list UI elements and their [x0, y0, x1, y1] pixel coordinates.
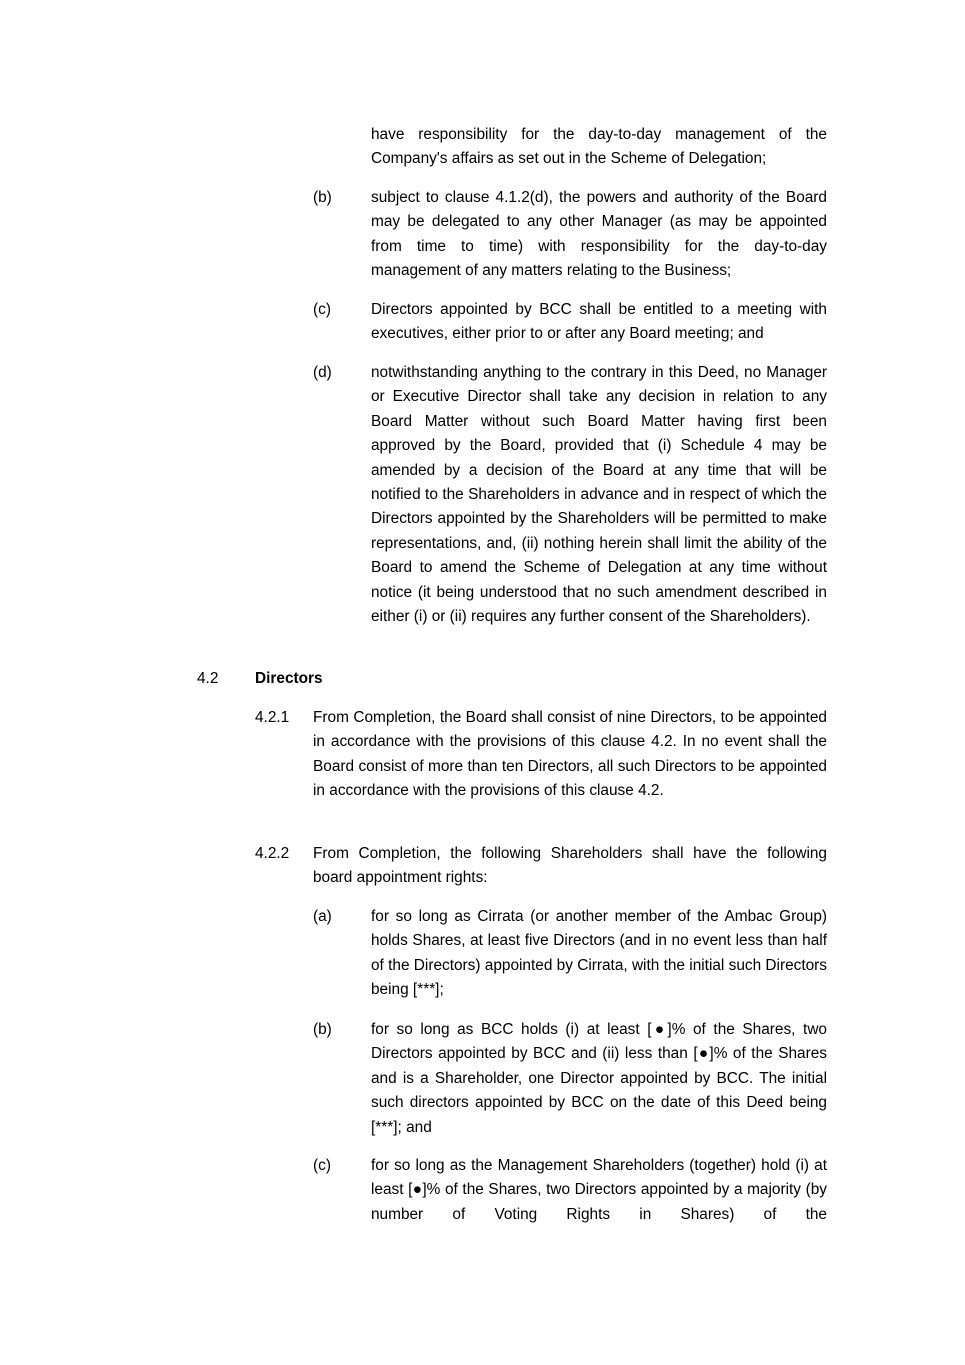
item-text-c: Directors appointed by BCC shall be entitled to a meeting with executives, either prior to or after any Board meeting; and — [371, 301, 827, 343]
sub-item-text-a: for so long as Cirrata (or another member of the Ambac Group) holds Shares, at least five Directors (and in no event less than half of the Directors) appointed by Cirrata, with the initial such Directors being [***]; — [371, 908, 827, 999]
sub-item-label-b: (b) — [313, 1021, 332, 1038]
section-number: 4.2 — [197, 670, 219, 687]
item-label-c: (c) — [313, 301, 331, 318]
continuation-paragraph: have responsibility for the day-to-day management of the Company's affairs as set out in the Scheme of Delegation; — [371, 126, 827, 168]
item-label-b: (b) — [313, 189, 332, 206]
clause-text-4-2-1: From Completion, the Board shall consist of nine Directors, to be appointed in accordance with the provisions of this clause 4.2. In no event shall the Board consist of more than ten Directors, all such Directors to be appointed in accordance with the provisions of this clause 4.2. — [313, 709, 827, 800]
clause-text-4-2-2: From Completion, the following Shareholders shall have the following board appointment rights: — [313, 845, 827, 887]
section-heading: Directors — [255, 670, 323, 687]
item-text-b: subject to clause 4.1.2(d), the powers and authority of the Board may be delegated to any other Manager (as may be appointed from time to time) with responsibility for the day-to-day management of any matters relating to the Business; — [371, 189, 827, 280]
sub-item-text-b: for so long as BCC holds (i) at least [●]% of the Shares, two Directors appointed by BCC and (ii) less than [●]% of the Shares and is a Shareholder, one Director appointed by BCC. The initial such directors appointed by BCC on the date of this Deed being [***]; and — [371, 1021, 827, 1136]
clause-number-4-2-1: 4.2.1 — [255, 709, 290, 726]
item-text-d: notwithstanding anything to the contrary in this Deed, no Manager or Executive Director shall take any decision in relation to any Board Matter without such Board Matter having first been approved by the Board, provided that (i) Schedule 4 may be amended by a decision of the Board at any time that will be notified to the Shareholders in advance and in respect of which the Directors appointed by the Shareholders will be permitted to make representations, and, (ii) nothing herein shall limit the ability of the Board to amend the Scheme of Delegation at any time without notice (it being understood that no such amendment described in either (i) or (ii) requires any further consent of the Shareholders). — [371, 364, 827, 626]
sub-item-label-a: (a) — [313, 908, 332, 925]
item-label-d: (d) — [313, 364, 332, 381]
sub-item-label-c: (c) — [313, 1157, 331, 1174]
clause-number-4-2-2: 4.2.2 — [255, 845, 290, 862]
sub-item-text-c: for so long as the Management Shareholders (together) hold (i) at least [●]% of the Shares, two Directors appointed by a majority (by number of Voting Rights in Shares) of the — [371, 1157, 827, 1223]
